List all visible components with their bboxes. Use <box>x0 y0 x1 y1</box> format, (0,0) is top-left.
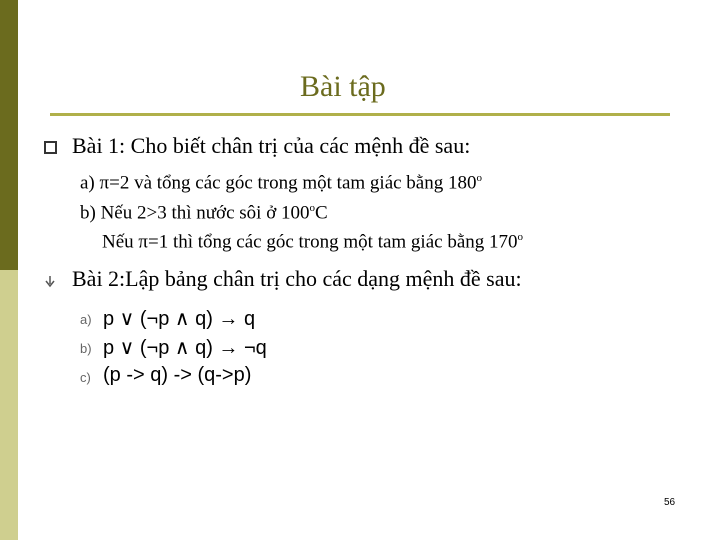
title-underline <box>50 113 670 116</box>
slide-title: Bài tập <box>300 70 386 103</box>
square-bullet-icon <box>44 141 57 154</box>
sub-item-label: b) <box>80 341 92 356</box>
exercise-1-part-b <box>80 202 328 224</box>
sidebar-bar-light <box>0 270 18 540</box>
exercise-1-part-b-unit: C <box>315 202 328 224</box>
sub-item-label: c) <box>80 370 91 385</box>
arrow-bullet-icon <box>44 275 56 293</box>
page-number: 56 <box>664 497 676 508</box>
exercise-1-heading: Bài 1: Cho biết chân trị của các mệnh đề sau: <box>72 133 471 158</box>
degree-superscript: o <box>309 202 316 214</box>
sub-item-text: p ∨ (¬p ∧ q) → ¬q <box>103 337 267 359</box>
sub-item-text: p ∨ (¬p ∧ q) → q <box>103 308 256 330</box>
sub-item-label: a) <box>80 312 92 327</box>
exercise-2-heading: Bài 2:Lập bảng chân trị cho các dạng mệnh đề sau: <box>72 266 522 291</box>
sidebar-bar-dark <box>0 0 18 270</box>
exercise-1-part-a <box>80 172 482 194</box>
exercise-1-part-c-text: Nếu π=1 thì tổng các góc trong một tam giác bằng 170 <box>102 231 518 253</box>
exercise-1-part-a-text: a) π=2 và tổng các góc trong một tam giác bằng 180 <box>80 172 477 194</box>
sub-item-text: (p -> q) -> (q->p) <box>103 364 252 386</box>
exercise-1-part-c <box>102 231 523 253</box>
exercise-1-part-b-text: b) Nếu 2>3 thì nước sôi ở 100 <box>80 202 310 224</box>
degree-superscript: o <box>517 231 524 243</box>
degree-superscript: o <box>476 172 482 184</box>
